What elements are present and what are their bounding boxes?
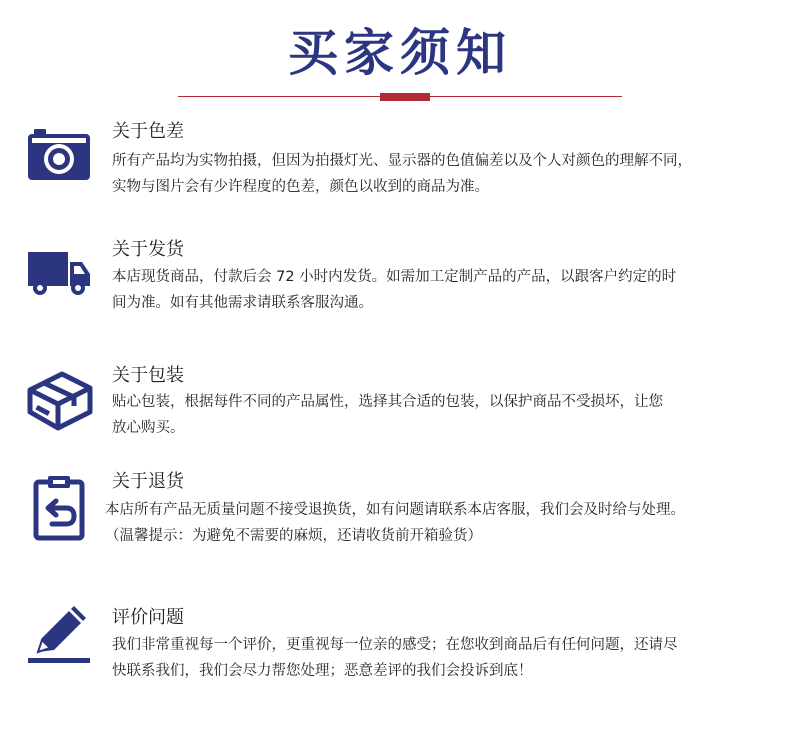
- camera-icon: [24, 122, 94, 192]
- section-title: 关于色差: [112, 121, 184, 142]
- truck-icon: [24, 238, 94, 308]
- title-divider-accent: [380, 93, 430, 101]
- section-body-line: 我们非常重视每一个评价，更重视每一位亲的感受；在您收到商品后有任何问题，还请尽: [112, 637, 678, 653]
- section-body: [105, 497, 685, 549]
- section-title: 评价问题: [112, 607, 184, 628]
- box-icon: [24, 366, 94, 436]
- page-title: 买家须知: [288, 24, 512, 82]
- section-body-line: 所有产品均为实物拍摄，但因为拍摄灯光、显示器的色值偏差以及个人对颜色的理解不同，: [112, 153, 692, 169]
- pen-icon: [24, 600, 94, 670]
- section-title: 关于发货: [112, 239, 184, 260]
- section-body: [112, 632, 678, 684]
- section-body-line: 放心购买。: [112, 420, 185, 436]
- section-body: [112, 264, 676, 316]
- section-body-line: 快联系我们，我们会尽力帮您处理；恶意差评的我们会投诉到底！: [112, 663, 533, 679]
- section-title: 关于包装: [112, 365, 184, 386]
- section-body-line: 贴心包装，根据每件不同的产品属性，选择其合适的包装，以保护商品不受损坏，让您: [112, 394, 663, 410]
- clipboard-return-icon: [24, 472, 94, 542]
- section-body-line: 本店所有产品无质量问题不接受退换货，如有问题请联系本店客服，我们会及时给与处理。: [105, 502, 685, 518]
- section-body-line: 间为准。如有其他需求请联系客服沟通。: [112, 295, 373, 311]
- section-body-line: 实物与图片会有少许程度的色差，颜色以收到的商品为准。: [112, 179, 489, 195]
- section-body: [112, 389, 663, 441]
- section-body-line: 本店现货商品，付款后会 72 小时内发货。如需加工定制产品的产品，以跟客户约定的时: [112, 269, 677, 285]
- section-title: 关于退货: [112, 471, 184, 492]
- section-body-line: （温馨提示：为避免不需要的麻烦，还请收货前开箱验货）: [105, 528, 482, 544]
- section-body: [112, 148, 692, 200]
